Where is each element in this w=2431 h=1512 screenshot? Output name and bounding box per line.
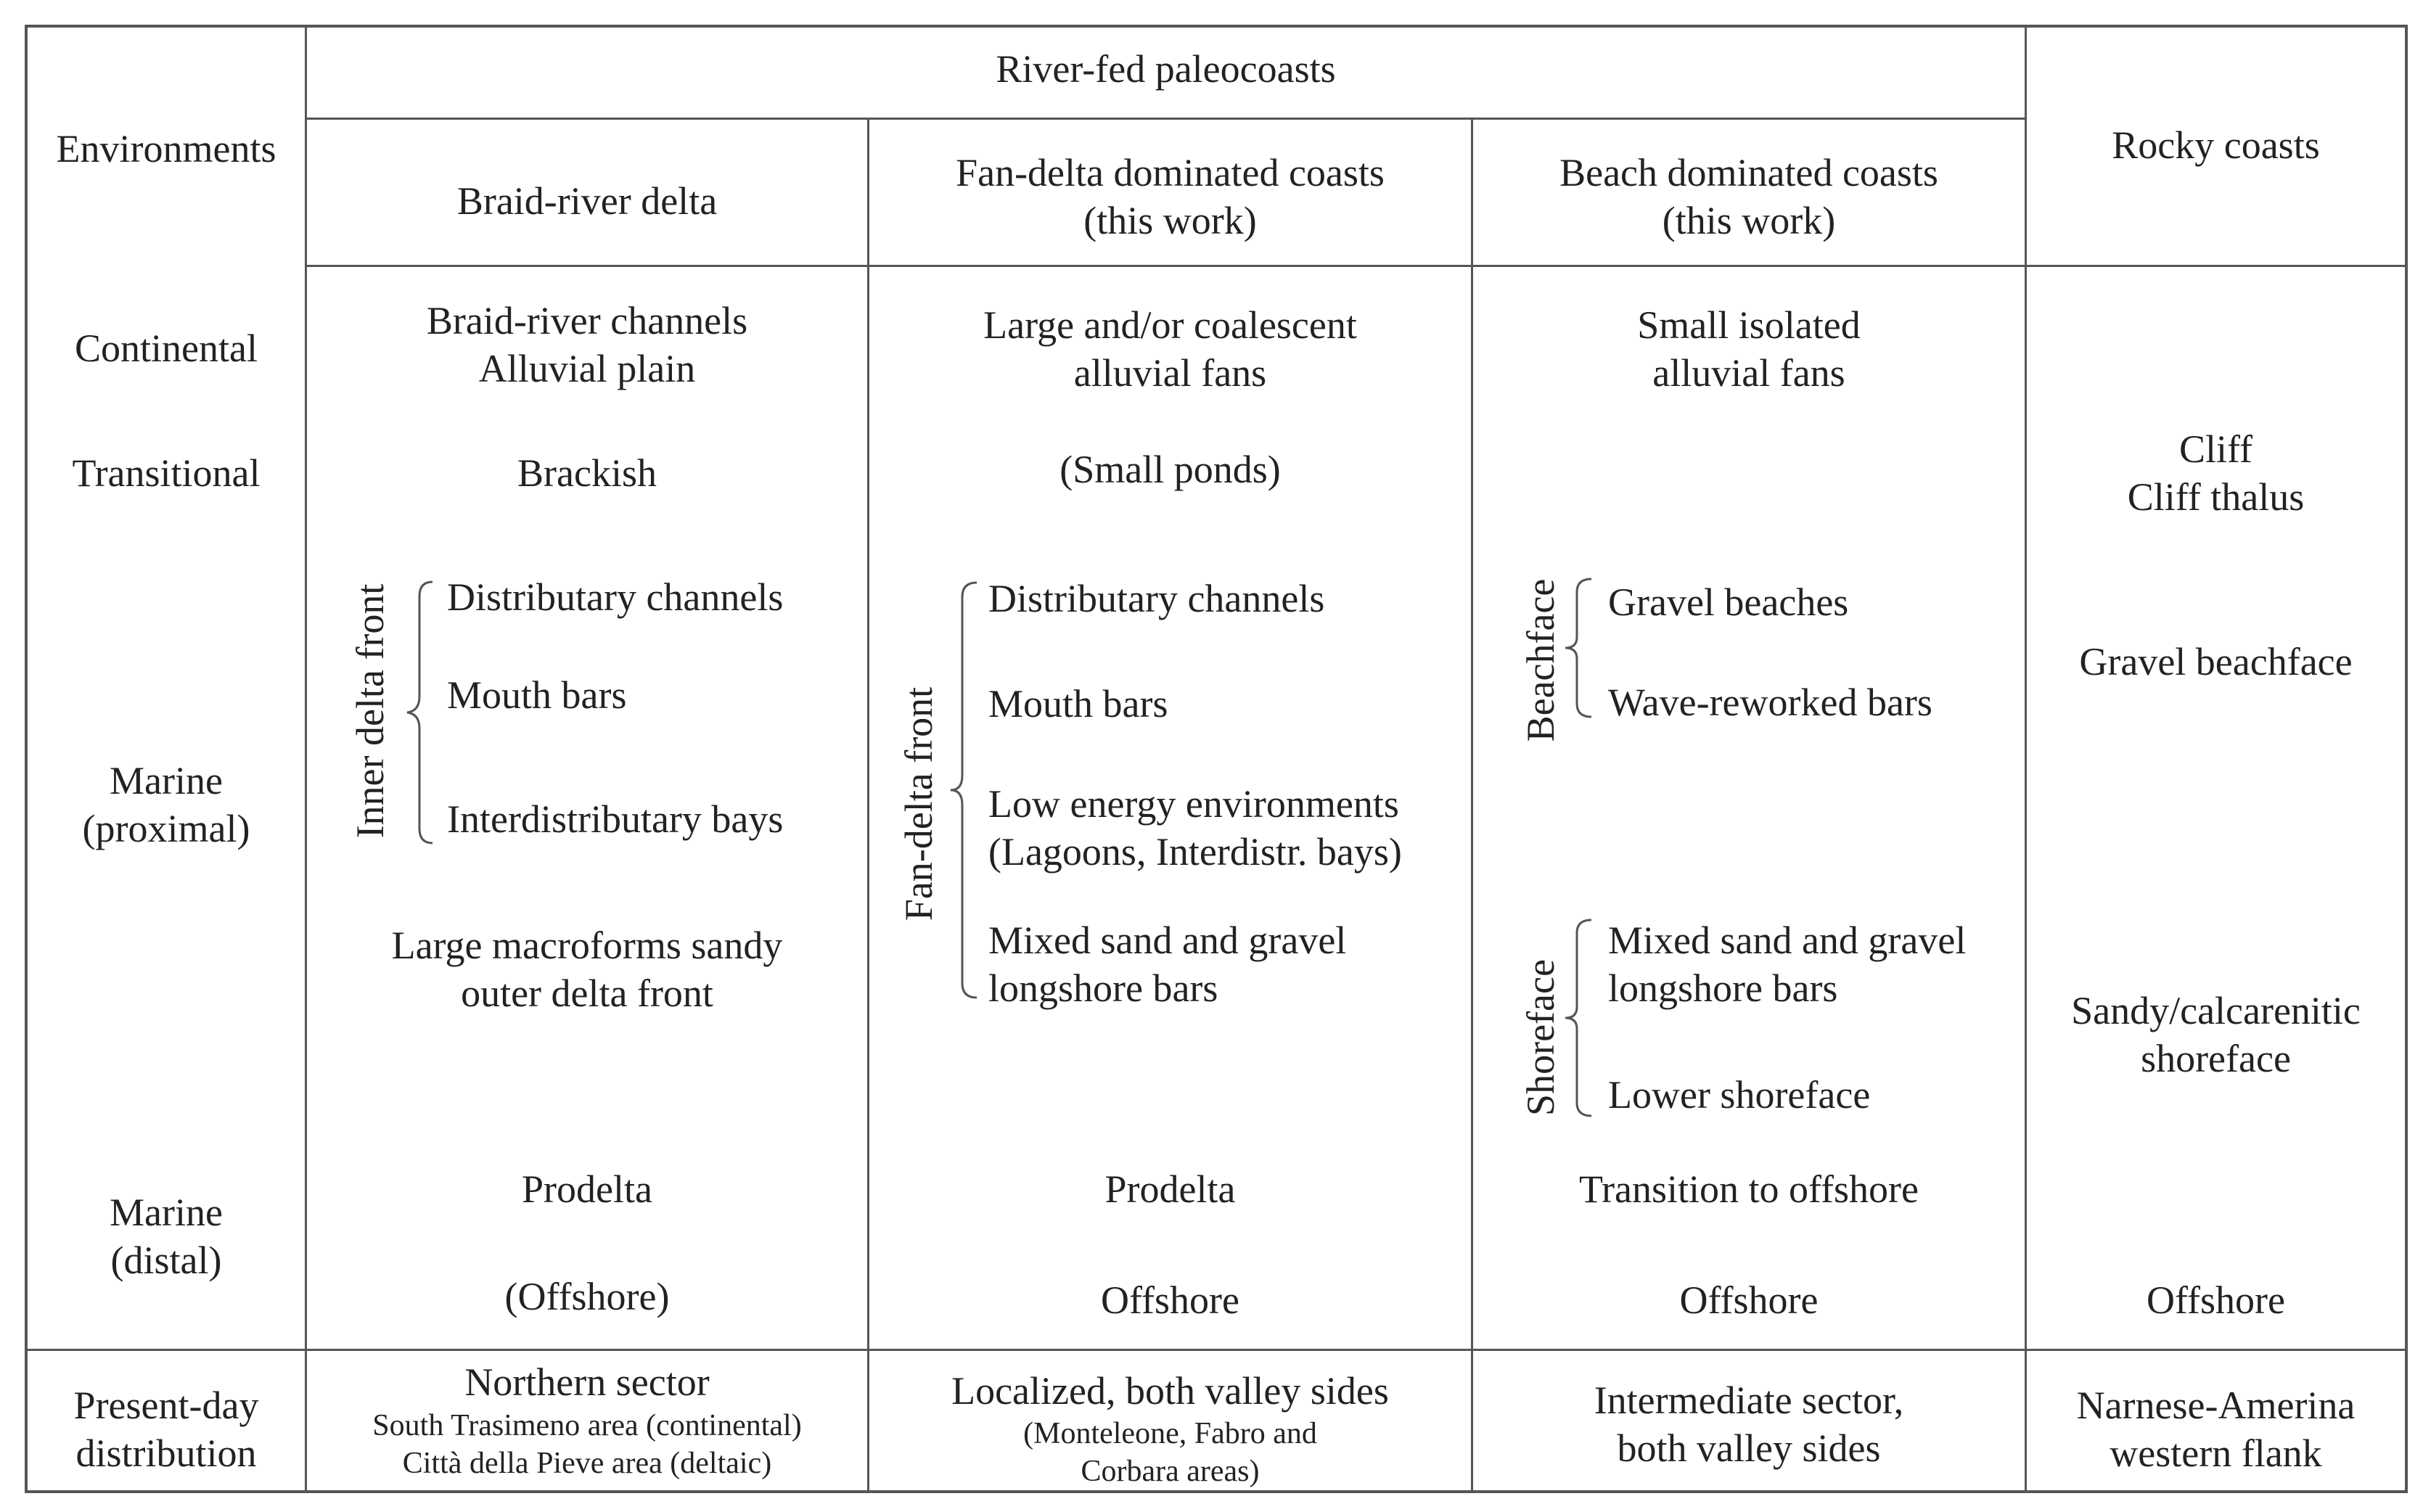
row-transitional: Transitional xyxy=(72,451,261,495)
header-fan-delta: Fan-delta dominated coasts (this work) xyxy=(956,151,1385,242)
beachface-brace xyxy=(1562,579,1596,717)
beach-shoreface-label: Shoreface xyxy=(1519,959,1562,1116)
braid-transitional: Brackish xyxy=(517,451,657,495)
fan-distributary: Distributary channels xyxy=(988,577,1325,620)
rocky-cliff: Cliff Cliff thalus xyxy=(2127,427,2305,519)
border-top xyxy=(25,25,2408,28)
header-river-fed: River-fed paleocoasts xyxy=(996,47,1336,91)
header-rocky: Rocky coasts xyxy=(2112,123,2320,167)
fan-offshore: Offshore xyxy=(1101,1278,1239,1322)
divider-group-header xyxy=(305,118,2026,120)
row-marine-distal: Marine (distal) xyxy=(110,1191,223,1282)
fan-mouth-bars: Mouth bars xyxy=(988,682,1168,726)
row-continental: Continental xyxy=(75,326,258,370)
braid-present-sub: South Trasimeno area (continental) Città della Pieve area (deltaic) xyxy=(372,1409,802,1480)
rocky-present: Narnese-Amerina western flank xyxy=(2076,1384,2356,1475)
beach-offshore: Offshore xyxy=(1679,1278,1819,1322)
fan-present-main: Localized, both valley sides xyxy=(951,1369,1389,1413)
beach-present: Intermediate sector, both valley sides xyxy=(1594,1379,1904,1470)
row-marine-proximal: Marine (proximal) xyxy=(82,759,250,850)
braid-mouth-bars: Mouth bars xyxy=(447,673,627,717)
fan-brace xyxy=(948,583,984,998)
braid-distributary: Distributary channels xyxy=(447,575,784,619)
beach-beachface-label: Beachface xyxy=(1519,578,1562,742)
fan-continental: Large and/or coalescent alluvial fans xyxy=(983,303,1357,395)
beach-gravel-beaches: Gravel beaches xyxy=(1608,580,1849,624)
beach-mixed-bars: Mixed sand and gravel longshore bars xyxy=(1608,919,1967,1010)
fan-low-energy: Low energy environments (Lagoons, Interdistr. bays) xyxy=(988,782,1402,874)
braid-present-main: Northern sector xyxy=(464,1360,710,1404)
braid-prodelta: Prodelta xyxy=(522,1167,652,1211)
shoreface-brace xyxy=(1562,920,1596,1116)
braid-interdistributary: Interdistributary bays xyxy=(447,797,784,841)
beach-continental: Small isolated alluvial fans xyxy=(1637,303,1861,395)
header-braid-river-delta: Braid-river delta xyxy=(456,179,718,223)
braid-bracket-label: Inner delta front xyxy=(348,583,392,839)
fan-mixed-bars: Mixed sand and gravel longshore bars xyxy=(988,919,1347,1010)
beach-lower-shoreface: Lower shoreface xyxy=(1608,1073,1871,1117)
fan-prodelta: Prodelta xyxy=(1104,1167,1236,1211)
fan-present-sub: (Monteleone, Fabro and Corbara areas) xyxy=(1023,1417,1317,1488)
beach-wave-reworked: Wave-reworked bars xyxy=(1608,681,1932,724)
fan-transitional: (Small ponds) xyxy=(1059,448,1281,491)
divider-present-day xyxy=(25,1349,2408,1351)
row-present-day: Present-day distribution xyxy=(73,1384,259,1475)
border-bottom xyxy=(25,1490,2408,1493)
header-beach: Beach dominated coasts (this work) xyxy=(1559,151,1938,242)
beach-transition: Transition to offshore xyxy=(1578,1167,1919,1211)
header-environments: Environments xyxy=(56,127,276,170)
rocky-offshore: Offshore xyxy=(2147,1278,2285,1322)
braid-outer-delta-front: Large macroforms sandy outer delta front xyxy=(391,924,783,1015)
border-right xyxy=(2405,25,2408,1493)
braid-continental: Braid-river channels Alluvial plain xyxy=(426,299,748,390)
braid-offshore: (Offshore) xyxy=(504,1275,670,1318)
fan-bracket-label: Fan-delta front xyxy=(897,686,940,921)
rocky-shoreface: Sandy/calcarenitic shoreface xyxy=(2071,989,2361,1080)
divider-col-4 xyxy=(2025,25,2027,1493)
divider-header xyxy=(305,265,2408,267)
rocky-gravel-beachface: Gravel beachface xyxy=(2079,640,2353,683)
braid-brace xyxy=(403,582,440,843)
